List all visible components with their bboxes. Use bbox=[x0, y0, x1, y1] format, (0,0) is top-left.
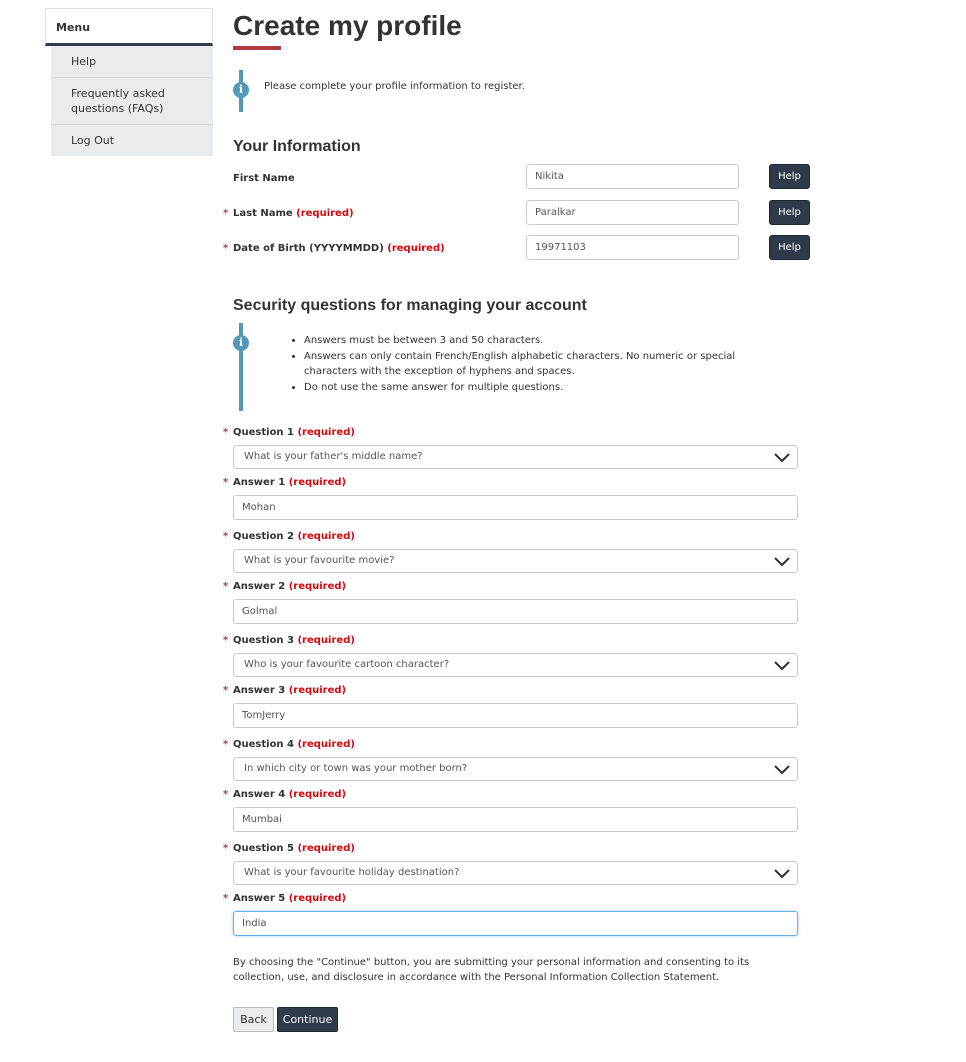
question-1-select[interactable]: What is your father's middle name? bbox=[233, 445, 798, 469]
question-2-label: * Question 2 (required) bbox=[223, 531, 355, 542]
menu-header: Menu bbox=[45, 8, 213, 46]
answer-4-input[interactable] bbox=[233, 807, 798, 832]
question-3-label: * Question 3 (required) bbox=[223, 635, 355, 646]
dob-label: * Date of Birth (YYYYMMDD) (required) bbox=[223, 243, 445, 254]
menu-item-help[interactable]: Help bbox=[51, 46, 213, 78]
answer-5-input[interactable] bbox=[233, 911, 798, 936]
answer-3-input[interactable] bbox=[233, 703, 798, 728]
title-underline bbox=[233, 46, 281, 50]
required-star: * bbox=[223, 243, 229, 254]
question-2-select[interactable]: What is your favourite movie? bbox=[233, 549, 798, 573]
last-name-input[interactable] bbox=[526, 200, 739, 225]
info-icon: i bbox=[233, 335, 249, 351]
chevron-down-icon bbox=[773, 762, 791, 776]
menu-item-logout[interactable]: Log Out bbox=[71, 134, 115, 147]
question-5-label: * Question 5 (required) bbox=[223, 843, 355, 854]
menu-list bbox=[51, 46, 213, 156]
answer-3-label: * Answer 3 (required) bbox=[223, 685, 347, 696]
intro-text: Please complete your profile information to register. bbox=[264, 81, 525, 92]
first-name-help-button[interactable]: Help bbox=[769, 164, 810, 189]
answer-4-label: * Answer 4 (required) bbox=[223, 789, 347, 800]
last-name-help-button[interactable]: Help bbox=[769, 200, 810, 225]
consent-text: By choosing the "Continue" button, you are submitting your personal information and consenting to its collection, use, and disclosure in accordance with the Personal Information Collection Statement. bbox=[233, 957, 750, 983]
rule-item: • Do not use the same answer for multiple questions. bbox=[304, 380, 790, 396]
security-rules-list bbox=[290, 333, 790, 395]
question-1-label: * Question 1 (required) bbox=[223, 427, 355, 438]
question-3-select[interactable]: Who is your favourite cartoon character? bbox=[233, 653, 798, 677]
chevron-down-icon bbox=[773, 450, 791, 464]
menu-item-faqs[interactable]: Frequently asked questions (FAQs) bbox=[51, 78, 213, 125]
page-title: Create my profile bbox=[233, 10, 462, 41]
security-heading: Security questions for managing your account bbox=[233, 297, 587, 314]
answer-2-input[interactable] bbox=[233, 599, 798, 624]
info-icon: i bbox=[233, 82, 249, 98]
answer-5-label: * Answer 5 (required) bbox=[223, 893, 347, 904]
question-5-select[interactable]: What is your favourite holiday destination? bbox=[233, 861, 798, 885]
dob-help-button[interactable]: Help bbox=[769, 235, 810, 260]
answer-1-label: * Answer 1 (required) bbox=[223, 477, 347, 488]
continue-button[interactable]: Continue bbox=[277, 1007, 338, 1032]
rule-item: • Answers must be between 3 and 50 characters. bbox=[304, 333, 790, 349]
question-4-label: * Question 4 (required) bbox=[223, 739, 355, 750]
required-star: * bbox=[223, 208, 229, 219]
sidebar-menu bbox=[45, 8, 213, 156]
question-4-select[interactable]: In which city or town was your mother born? bbox=[233, 757, 798, 781]
chevron-down-icon bbox=[773, 554, 791, 568]
last-name-label: * Last Name (required) bbox=[223, 208, 354, 219]
first-name-label: First Name bbox=[233, 173, 295, 184]
answer-1-input[interactable] bbox=[233, 495, 798, 520]
dob-input[interactable] bbox=[526, 235, 739, 260]
chevron-down-icon bbox=[773, 866, 791, 880]
first-name-input[interactable] bbox=[526, 164, 739, 189]
back-button[interactable]: Back bbox=[233, 1007, 274, 1032]
chevron-down-icon bbox=[773, 658, 791, 672]
rule-item: • Answers can only contain French/English alphabetic characters. No numeric or special characters with the exception of hyphens and spaces. bbox=[304, 349, 790, 380]
answer-2-label: * Answer 2 (required) bbox=[223, 581, 347, 592]
your-information-heading: Your Information bbox=[233, 138, 361, 155]
